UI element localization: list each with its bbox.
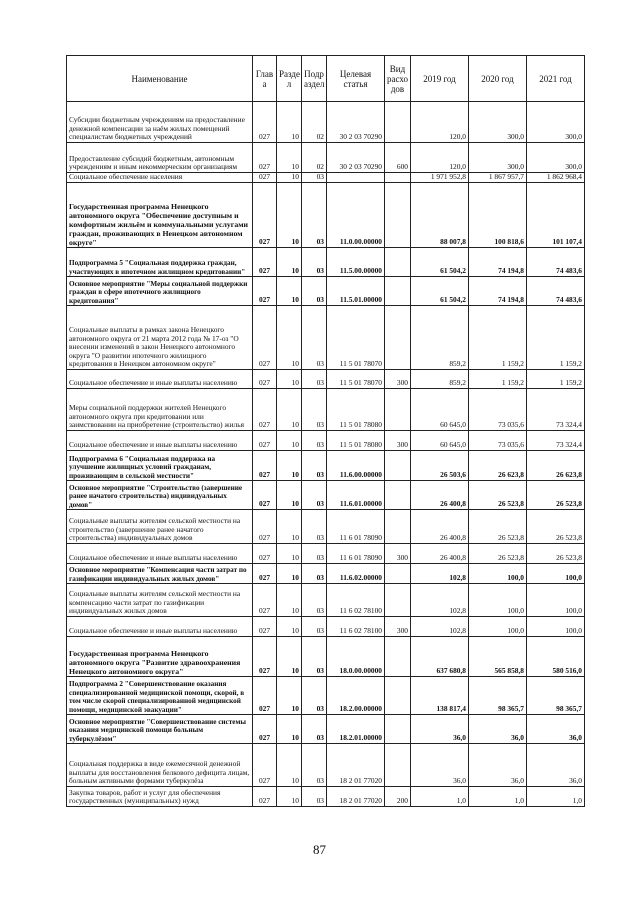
cell-ch: 027 bbox=[253, 564, 277, 584]
table-row bbox=[67, 617, 585, 637]
cell-y2020: 36,0 bbox=[469, 744, 527, 787]
cell-y2021: 580 516,0 bbox=[527, 637, 585, 677]
cell-sec: 10 bbox=[277, 744, 302, 787]
cell-art bbox=[327, 173, 385, 183]
cell-y2020: 300,0 bbox=[469, 102, 527, 143]
cell-y2021: 101 107,4 bbox=[527, 183, 585, 248]
cell-sub: 02 bbox=[302, 143, 327, 173]
table-row bbox=[67, 389, 585, 431]
cell-y2021: 100,0 bbox=[527, 617, 585, 637]
cell-y2020: 1 867 957,7 bbox=[469, 173, 527, 183]
cell-vid bbox=[385, 744, 411, 787]
cell-y2019: 88 007,8 bbox=[411, 183, 469, 248]
table-row bbox=[67, 102, 585, 143]
cell-y2021: 300,0 bbox=[527, 102, 585, 143]
cell-ch: 027 bbox=[253, 715, 277, 744]
cell-y2019: 36,0 bbox=[411, 715, 469, 744]
cell-sub: 03 bbox=[302, 617, 327, 637]
cell-vid: 200 bbox=[385, 787, 411, 807]
cell-y2020: 100 818,6 bbox=[469, 183, 527, 248]
cell-name: Предоставление субсидий бюджетным, автономным учреждениям и иным некоммерческим организациям bbox=[67, 143, 253, 173]
table-row bbox=[67, 715, 585, 744]
cell-sub: 03 bbox=[302, 564, 327, 584]
cell-art: 11.5.01.00000 bbox=[327, 277, 385, 306]
cell-sub: 03 bbox=[302, 584, 327, 617]
cell-art: 18 2 01 77020 bbox=[327, 744, 385, 787]
cell-name: Социальное обеспечение и иные выплаты населению bbox=[67, 431, 253, 451]
table-row bbox=[67, 143, 585, 173]
table-row bbox=[67, 637, 585, 677]
cell-y2020: 1 159,2 bbox=[469, 370, 527, 389]
cell-ch: 027 bbox=[253, 637, 277, 677]
cell-name: Социальное обеспечение населения bbox=[67, 173, 253, 183]
cell-art: 18.0.00.00000 bbox=[327, 637, 385, 677]
cell-y2019: 61 504,2 bbox=[411, 248, 469, 277]
cell-y2020: 74 194,8 bbox=[469, 277, 527, 306]
cell-sec: 10 bbox=[277, 584, 302, 617]
cell-name: Социальные выплаты в рамках закона Ненецкого автономного округа от 21 марта 2012 года № 17-оз "О внесении изменений в закон Ненецкого автономного округа "О развитии ипотечного жилищного кредитования в Ненецком автономном округе" bbox=[67, 306, 253, 370]
cell-sec: 10 bbox=[277, 787, 302, 807]
cell-y2021: 73 324,4 bbox=[527, 431, 585, 451]
cell-vid bbox=[385, 481, 411, 510]
cell-y2020: 74 194,8 bbox=[469, 248, 527, 277]
cell-y2019: 102,8 bbox=[411, 584, 469, 617]
cell-sub: 03 bbox=[302, 431, 327, 451]
cell-y2020: 1,0 bbox=[469, 787, 527, 807]
cell-vid bbox=[385, 389, 411, 431]
cell-ch: 027 bbox=[253, 370, 277, 389]
cell-art: 11.6.02.00000 bbox=[327, 564, 385, 584]
cell-y2020: 565 858,8 bbox=[469, 637, 527, 677]
cell-sub: 03 bbox=[302, 173, 327, 183]
cell-y2021: 26 523,8 bbox=[527, 481, 585, 510]
cell-sec: 10 bbox=[277, 510, 302, 544]
cell-y2019: 36,0 bbox=[411, 744, 469, 787]
cell-vid: 300 bbox=[385, 617, 411, 637]
cell-y2021: 1 159,2 bbox=[527, 306, 585, 370]
cell-sec: 10 bbox=[277, 715, 302, 744]
cell-name: Основное мероприятие "Компенсация части затрат по газификации индивидуальных жилых домов" bbox=[67, 564, 253, 584]
cell-ch: 027 bbox=[253, 389, 277, 431]
cell-vid: 600 bbox=[385, 143, 411, 173]
table-row bbox=[67, 510, 585, 544]
cell-ch: 027 bbox=[253, 481, 277, 510]
cell-y2019: 120,0 bbox=[411, 102, 469, 143]
cell-vid bbox=[385, 277, 411, 306]
cell-y2020: 100,0 bbox=[469, 584, 527, 617]
cell-sec: 10 bbox=[277, 183, 302, 248]
cell-name: Подпрограмма 6 "Социальная поддержка на улучшение жилищных условий гражданам, проживающим в сельской местности" bbox=[67, 451, 253, 481]
table-row bbox=[67, 544, 585, 564]
cell-name: Социальные выплаты жителям сельской местности на строительство (завершение ранее начатого строительства) индивидуальных домов bbox=[67, 510, 253, 544]
cell-art: 11.0.00.00000 bbox=[327, 183, 385, 248]
cell-y2020: 26 523,8 bbox=[469, 481, 527, 510]
header-2019: 2019 год bbox=[411, 56, 469, 102]
table-row bbox=[67, 744, 585, 787]
cell-y2020: 100,0 bbox=[469, 617, 527, 637]
cell-y2019: 120,0 bbox=[411, 143, 469, 173]
table-row bbox=[67, 787, 585, 807]
cell-sec: 10 bbox=[277, 637, 302, 677]
cell-y2020: 26 623,8 bbox=[469, 451, 527, 481]
cell-name: Закупка товаров, работ и услуг для обеспечения государственных (муниципальных) нужд bbox=[67, 787, 253, 807]
header-target-article: Целевая статья bbox=[327, 56, 385, 102]
cell-sub: 03 bbox=[302, 510, 327, 544]
table-row bbox=[67, 481, 585, 510]
cell-name: Государственная программа Ненецкого автономного округа "Развитие здравоохранения Ненецкого автономного округа" bbox=[67, 637, 253, 677]
cell-y2021: 98 365,7 bbox=[527, 677, 585, 715]
cell-vid bbox=[385, 584, 411, 617]
page-number: 87 bbox=[313, 842, 326, 857]
cell-vid: 300 bbox=[385, 431, 411, 451]
cell-sub: 03 bbox=[302, 715, 327, 744]
cell-sec: 10 bbox=[277, 143, 302, 173]
cell-name: Социальная поддержка в виде ежемесячной денежной выплаты для восстановления белкового дефицита лицам, больным активными формами туберкулёза bbox=[67, 744, 253, 787]
table-row bbox=[67, 677, 585, 715]
cell-art: 11.6.01.00000 bbox=[327, 481, 385, 510]
cell-y2019: 26 400,8 bbox=[411, 481, 469, 510]
cell-y2020: 73 035,6 bbox=[469, 431, 527, 451]
cell-ch: 027 bbox=[253, 248, 277, 277]
table-row bbox=[67, 277, 585, 306]
cell-sub: 03 bbox=[302, 481, 327, 510]
cell-ch: 027 bbox=[253, 143, 277, 173]
cell-y2020: 1 159,2 bbox=[469, 306, 527, 370]
cell-sub: 03 bbox=[302, 544, 327, 564]
table-row bbox=[67, 370, 585, 389]
cell-ch: 027 bbox=[253, 584, 277, 617]
cell-y2020: 100,0 bbox=[469, 564, 527, 584]
cell-sub: 03 bbox=[302, 637, 327, 677]
cell-sub: 03 bbox=[302, 248, 327, 277]
cell-y2020: 300,0 bbox=[469, 143, 527, 173]
cell-art: 11.6.00.00000 bbox=[327, 451, 385, 481]
cell-sec: 10 bbox=[277, 431, 302, 451]
cell-y2021: 36,0 bbox=[527, 744, 585, 787]
cell-ch: 027 bbox=[253, 277, 277, 306]
cell-vid bbox=[385, 248, 411, 277]
header-section: Разде л bbox=[277, 56, 302, 102]
cell-sec: 10 bbox=[277, 370, 302, 389]
header-chapter: Глав а bbox=[253, 56, 277, 102]
cell-ch: 027 bbox=[253, 173, 277, 183]
cell-y2021: 73 324,4 bbox=[527, 389, 585, 431]
cell-vid bbox=[385, 677, 411, 715]
cell-y2019: 61 504,2 bbox=[411, 277, 469, 306]
header-2020: 2020 год bbox=[469, 56, 527, 102]
cell-y2019: 637 680,8 bbox=[411, 637, 469, 677]
table-row bbox=[67, 564, 585, 584]
cell-vid: 300 bbox=[385, 544, 411, 564]
cell-art: 11 5 01 78080 bbox=[327, 431, 385, 451]
cell-art: 11 6 01 78090 bbox=[327, 544, 385, 564]
cell-y2019: 26 400,8 bbox=[411, 510, 469, 544]
cell-sub: 03 bbox=[302, 306, 327, 370]
cell-sec: 10 bbox=[277, 677, 302, 715]
cell-name: Основное мероприятие "Меры социальной поддержки граждан в сфере ипотечного жилищного кредитования" bbox=[67, 277, 253, 306]
cell-vid bbox=[385, 451, 411, 481]
cell-vid bbox=[385, 564, 411, 584]
cell-name: Социальное обеспечение и иные выплаты населению bbox=[67, 617, 253, 637]
cell-y2021: 100,0 bbox=[527, 564, 585, 584]
cell-y2019: 60 645,0 bbox=[411, 389, 469, 431]
cell-sub: 03 bbox=[302, 389, 327, 431]
cell-art: 11 5 01 78080 bbox=[327, 389, 385, 431]
table-row bbox=[67, 183, 585, 248]
cell-y2021: 36,0 bbox=[527, 715, 585, 744]
table-body bbox=[67, 102, 585, 807]
cell-sec: 10 bbox=[277, 544, 302, 564]
cell-ch: 027 bbox=[253, 617, 277, 637]
budget-table-container bbox=[66, 55, 584, 807]
cell-y2021: 1,0 bbox=[527, 787, 585, 807]
cell-art: 11 6 01 78090 bbox=[327, 510, 385, 544]
cell-name: Меры социальной поддержки жителей Ненецкого автономного округа при кредитовании или заимствовании на приобретение (строительство) жилья bbox=[67, 389, 253, 431]
cell-ch: 027 bbox=[253, 183, 277, 248]
cell-y2019: 859,2 bbox=[411, 370, 469, 389]
cell-y2019: 26 503,6 bbox=[411, 451, 469, 481]
cell-vid bbox=[385, 637, 411, 677]
cell-vid bbox=[385, 102, 411, 143]
table-header-row bbox=[67, 56, 585, 102]
table-row bbox=[67, 173, 585, 183]
cell-sec: 10 bbox=[277, 389, 302, 431]
cell-ch: 027 bbox=[253, 431, 277, 451]
cell-sec: 10 bbox=[277, 277, 302, 306]
cell-ch: 027 bbox=[253, 787, 277, 807]
cell-sec: 10 bbox=[277, 481, 302, 510]
table-row bbox=[67, 584, 585, 617]
cell-vid bbox=[385, 715, 411, 744]
cell-sec: 10 bbox=[277, 248, 302, 277]
table-row bbox=[67, 306, 585, 370]
cell-vid bbox=[385, 173, 411, 183]
cell-sec: 10 bbox=[277, 451, 302, 481]
cell-y2020: 98 365,7 bbox=[469, 677, 527, 715]
cell-ch: 027 bbox=[253, 306, 277, 370]
budget-table bbox=[66, 55, 585, 807]
table-row bbox=[67, 431, 585, 451]
cell-y2019: 26 400,8 bbox=[411, 544, 469, 564]
header-2021: 2021 год bbox=[527, 56, 585, 102]
cell-art: 18 2 01 77020 bbox=[327, 787, 385, 807]
cell-y2021: 1 862 968,4 bbox=[527, 173, 585, 183]
cell-name: Социальное обеспечение и иные выплаты населению bbox=[67, 544, 253, 564]
cell-ch: 027 bbox=[253, 510, 277, 544]
cell-y2019: 102,8 bbox=[411, 617, 469, 637]
header-subsection: Подр аздел bbox=[302, 56, 327, 102]
cell-y2021: 74 483,6 bbox=[527, 248, 585, 277]
cell-sub: 03 bbox=[302, 277, 327, 306]
cell-vid bbox=[385, 183, 411, 248]
cell-y2020: 73 035,6 bbox=[469, 389, 527, 431]
cell-sub: 03 bbox=[302, 183, 327, 248]
cell-sec: 10 bbox=[277, 617, 302, 637]
cell-name: Государственная программа Ненецкого автономного округа "Обеспечение доступным и комфортным жильём и коммунальными услугами граждан, проживающих в Ненецком автономном округе" bbox=[67, 183, 253, 248]
cell-art: 11 6 02 78100 bbox=[327, 617, 385, 637]
cell-y2020: 36,0 bbox=[469, 715, 527, 744]
cell-name: Подпрограмма 5 "Социальная поддержка граждан, участвующих в ипотечном жилищном кредитовании" bbox=[67, 248, 253, 277]
cell-sub: 03 bbox=[302, 744, 327, 787]
cell-name: Подпрограмма 2 "Совершенствование оказания специализированной медицинской помощи, скорой, в том числе скорой специализированной медицинской помощи, медицинской эвакуации" bbox=[67, 677, 253, 715]
cell-name: Социальные выплаты жителям сельской местности на компенсацию части затрат по газификации индивидуальных жилых домов bbox=[67, 584, 253, 617]
cell-name: Субсидии бюджетным учреждениям на предоставление денежной компенсации за наём жилых помещений специалистам бюджетных учреждений bbox=[67, 102, 253, 143]
cell-sec: 10 bbox=[277, 173, 302, 183]
cell-y2021: 74 483,6 bbox=[527, 277, 585, 306]
cell-art: 11 5 01 78070 bbox=[327, 306, 385, 370]
cell-sub: 03 bbox=[302, 677, 327, 715]
cell-y2021: 100,0 bbox=[527, 584, 585, 617]
cell-ch: 027 bbox=[253, 102, 277, 143]
table-row bbox=[67, 451, 585, 481]
cell-art: 18.2.00.00000 bbox=[327, 677, 385, 715]
cell-ch: 027 bbox=[253, 744, 277, 787]
cell-sub: 03 bbox=[302, 370, 327, 389]
cell-y2020: 26 523,8 bbox=[469, 510, 527, 544]
cell-name: Социальное обеспечение и иные выплаты населению bbox=[67, 370, 253, 389]
cell-ch: 027 bbox=[253, 451, 277, 481]
cell-y2019: 1 971 952,8 bbox=[411, 173, 469, 183]
cell-y2021: 1 159,2 bbox=[527, 370, 585, 389]
cell-ch: 027 bbox=[253, 677, 277, 715]
cell-art: 11 5 01 78070 bbox=[327, 370, 385, 389]
cell-art: 30 2 03 70290 bbox=[327, 102, 385, 143]
cell-y2020: 26 523,8 bbox=[469, 544, 527, 564]
cell-vid bbox=[385, 306, 411, 370]
cell-ch: 027 bbox=[253, 544, 277, 564]
cell-y2019: 1,0 bbox=[411, 787, 469, 807]
cell-y2019: 138 817,4 bbox=[411, 677, 469, 715]
cell-sec: 10 bbox=[277, 564, 302, 584]
table-row bbox=[67, 248, 585, 277]
cell-name: Основное мероприятие "Строительство (завершение ранее начатого строительства) индивидуальных домов" bbox=[67, 481, 253, 510]
cell-sec: 10 bbox=[277, 102, 302, 143]
cell-vid bbox=[385, 510, 411, 544]
cell-art: 11.5.00.00000 bbox=[327, 248, 385, 277]
cell-y2019: 102,8 bbox=[411, 564, 469, 584]
cell-y2021: 26 523,8 bbox=[527, 510, 585, 544]
cell-y2021: 26 523,8 bbox=[527, 544, 585, 564]
cell-sub: 03 bbox=[302, 787, 327, 807]
cell-sub: 03 bbox=[302, 451, 327, 481]
cell-name: Основное мероприятие "Совершенствование системы оказания медицинской помощи больным туберкулёзом" bbox=[67, 715, 253, 744]
header-expense-type: Вид расхо дов bbox=[385, 56, 411, 102]
cell-vid: 300 bbox=[385, 370, 411, 389]
cell-y2021: 26 623,8 bbox=[527, 451, 585, 481]
cell-art: 18.2.01.00000 bbox=[327, 715, 385, 744]
header-name: Наименование bbox=[67, 56, 253, 102]
cell-sec: 10 bbox=[277, 306, 302, 370]
cell-y2019: 859,2 bbox=[411, 306, 469, 370]
cell-y2019: 60 645,0 bbox=[411, 431, 469, 451]
cell-art: 30 2 03 70290 bbox=[327, 143, 385, 173]
cell-sub: 02 bbox=[302, 102, 327, 143]
cell-y2021: 300,0 bbox=[527, 143, 585, 173]
cell-art: 11 6 02 78100 bbox=[327, 584, 385, 617]
